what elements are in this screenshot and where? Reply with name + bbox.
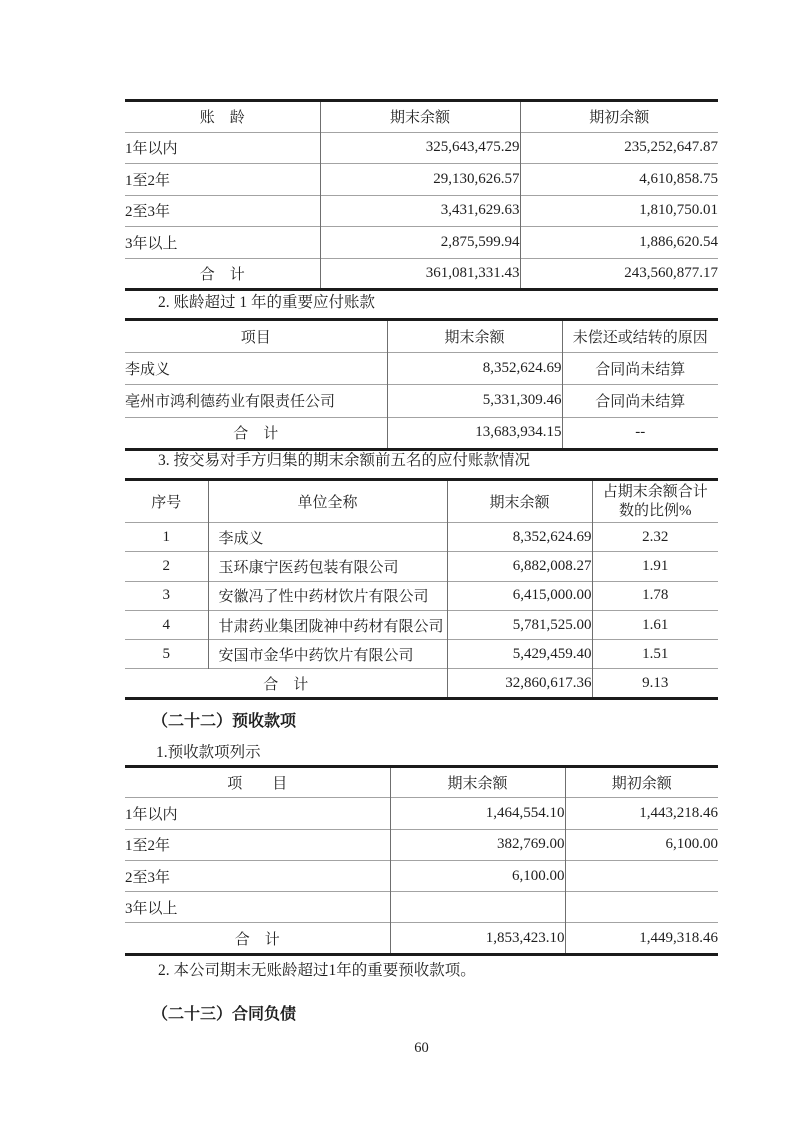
column-header-beginning-balance: 期初余额	[520, 101, 718, 133]
table-row	[125, 829, 718, 860]
ap-over-1y-heading: 2. 账龄超过 1 年的重要应付账款	[158, 294, 376, 311]
index-cell: 4	[125, 610, 208, 639]
column-header-ending-balance: 期末余额	[320, 101, 520, 133]
row-label: 2至3年	[125, 195, 320, 227]
column-header-ratio	[592, 480, 718, 523]
company-name-cell: 安徽冯了性中药材饮片有限公司	[208, 581, 447, 610]
table-header-row	[125, 101, 718, 133]
ap-top5-table	[125, 478, 718, 700]
column-header-item: 项目	[240, 329, 271, 346]
total-amount-cell: 1,449,318.46	[565, 923, 718, 954]
column-header-ending-balance: 期末余额	[387, 320, 562, 353]
table-row	[125, 581, 718, 610]
table-row	[125, 610, 718, 639]
row-label: 1年以内	[125, 798, 390, 829]
row-label: 1至2年	[125, 164, 320, 196]
row-label: 3年以上	[125, 892, 390, 923]
table-row	[125, 523, 718, 552]
amount-cell: 1,443,218.46	[565, 798, 718, 829]
column-header-item: 项 目	[227, 776, 288, 793]
section-23-heading: （二十三）合同负债	[152, 1006, 297, 1023]
amount-cell: 5,781,525.00	[447, 610, 592, 639]
total-label: 合 计	[125, 417, 387, 450]
amount-cell: 235,252,647.87	[520, 132, 718, 164]
row-label: 李成义	[125, 352, 387, 385]
amount-cell: 2,875,599.94	[320, 227, 520, 259]
index-cell: 2	[125, 552, 208, 581]
total-amount-cell: 361,081,331.43	[320, 258, 520, 290]
company-name-cell: 甘肃药业集团陇神中药材有限公司	[208, 610, 447, 639]
amount-cell: 5,331,309.46	[387, 385, 562, 418]
amount-cell: 6,100.00	[565, 829, 718, 860]
total-ratio-cell: 9.13	[592, 669, 718, 698]
total-label: 合 计	[125, 669, 447, 698]
column-header-ratio-line2: 数的比例%	[619, 502, 692, 519]
no-advance-over-1y-note: 2. 本公司期末无账龄超过1年的重要预收款项。	[158, 962, 476, 979]
page-number: 60	[414, 1040, 429, 1056]
table-row	[125, 892, 718, 923]
ratio-cell: 2.32	[592, 523, 718, 552]
ap-over-1-year-table	[125, 318, 718, 451]
section-22-heading: （二十二）预收款项	[152, 713, 297, 730]
amount-cell: 1,810,750.01	[520, 195, 718, 227]
index-cell: 1	[125, 523, 208, 552]
amount-cell: 6,100.00	[390, 860, 565, 891]
table-row	[125, 385, 718, 418]
index-cell: 3	[125, 581, 208, 610]
table-row	[125, 195, 718, 227]
column-header-ending-balance: 期末余额	[447, 480, 592, 523]
company-name-cell: 安国市金华中药饮片有限公司	[208, 640, 447, 669]
table-row	[125, 640, 718, 669]
table-total-row	[125, 258, 718, 290]
amount-cell: 8,352,624.69	[387, 352, 562, 385]
table-total-row	[125, 417, 718, 450]
ratio-cell: 1.51	[592, 640, 718, 669]
row-label: 2至3年	[125, 860, 390, 891]
total-label: 合 计	[125, 258, 320, 290]
amount-cell: 3,431,629.63	[320, 195, 520, 227]
amount-cell: 5,429,459.40	[447, 640, 592, 669]
table-row	[125, 132, 718, 164]
total-amount-cell: 13,683,934.15	[387, 417, 562, 450]
amount-cell: 1,464,554.10	[390, 798, 565, 829]
table-row	[125, 227, 718, 259]
column-header-aging: 账 龄	[199, 110, 245, 127]
company-name-cell: 李成义	[208, 523, 447, 552]
column-header-ratio-line1: 占期末余额合计	[602, 483, 708, 500]
table-header-row	[125, 767, 718, 798]
ratio-cell: 1.61	[592, 610, 718, 639]
column-header-index: 序号	[151, 495, 182, 511]
table-row	[125, 860, 718, 891]
ratio-cell: 1.91	[592, 552, 718, 581]
total-amount-cell: 243,560,877.17	[520, 258, 718, 290]
amount-cell	[565, 860, 718, 891]
table-total-row	[125, 669, 718, 698]
reason-cell: 合同尚未结算	[562, 352, 718, 385]
total-amount-cell: 32,860,617.36	[447, 669, 592, 698]
table-header-row	[125, 320, 718, 353]
index-cell: 5	[125, 640, 208, 669]
row-label: 1至2年	[125, 829, 390, 860]
table-row	[125, 798, 718, 829]
column-header-ending-balance: 期末余额	[390, 767, 565, 798]
amount-cell: 4,610,858.75	[520, 164, 718, 196]
ratio-cell: 1.78	[592, 581, 718, 610]
total-amount-cell: 1,853,423.10	[390, 923, 565, 954]
amount-cell: 29,130,626.57	[320, 164, 520, 196]
total-reason-cell: --	[562, 417, 718, 450]
column-header-company-name: 单位全称	[208, 480, 447, 523]
amount-cell: 382,769.00	[390, 829, 565, 860]
amount-cell: 8,352,624.69	[447, 523, 592, 552]
amount-cell	[390, 892, 565, 923]
advance-receipts-list-heading: 1.预收款项列示	[156, 744, 261, 761]
total-label: 合 计	[125, 923, 390, 954]
row-label: 亳州市鸿利德药业有限责任公司	[125, 385, 387, 418]
table-row	[125, 552, 718, 581]
column-header-reason: 未偿还或结转的原因	[562, 320, 718, 353]
row-label: 3年以上	[125, 227, 320, 259]
table-row	[125, 164, 718, 196]
company-name-cell: 玉环康宁医药包装有限公司	[208, 552, 447, 581]
table-row	[125, 352, 718, 385]
amount-cell: 6,882,008.27	[447, 552, 592, 581]
table-total-row	[125, 923, 718, 954]
amount-cell: 325,643,475.29	[320, 132, 520, 164]
table-header-row	[125, 480, 718, 523]
amount-cell: 1,886,620.54	[520, 227, 718, 259]
row-label: 1年以内	[125, 132, 320, 164]
accounts-payable-aging-table	[125, 99, 718, 291]
amount-cell: 6,415,000.00	[447, 581, 592, 610]
advance-receipts-table	[125, 765, 718, 956]
column-header-beginning-balance: 期初余额	[565, 767, 718, 798]
amount-cell	[565, 892, 718, 923]
ap-top5-heading: 3. 按交易对手方归集的期末余额前五名的应付账款情况	[158, 452, 531, 469]
reason-cell: 合同尚未结算	[562, 385, 718, 418]
